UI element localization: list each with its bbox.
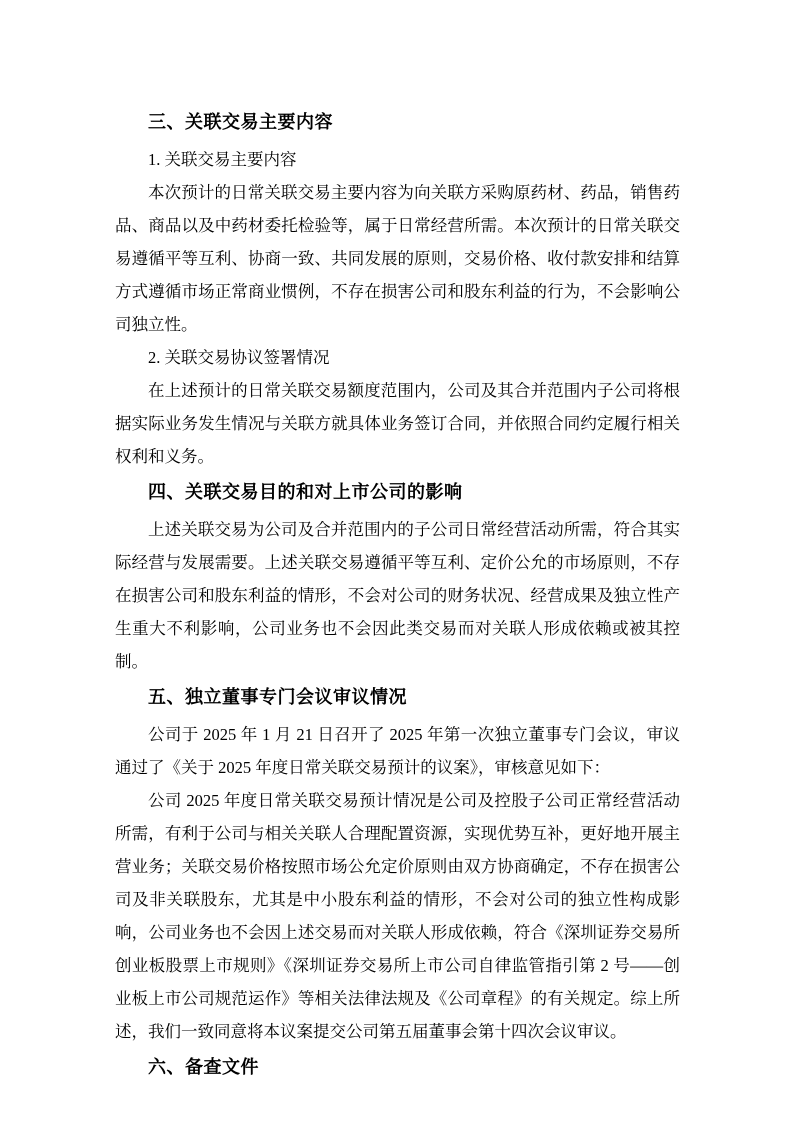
section-heading-4: 四、关联交易目的和对上市公司的影响	[148, 482, 463, 502]
paragraph-agreement-signing: 在上述预计的日常关联交易额度范围内，公司及其合并范围内子公司将根据实际业务发生情况与关联方就具体业务签订合同，并依照合同约定履行相关权利和义务。	[115, 381, 680, 466]
subitem-1-title: 1. 关联交易主要内容	[148, 150, 297, 169]
document-body	[115, 106, 680, 1084]
paragraph-independent-directors-meeting: 公司于 2025 年 1 月 21 日召开了 2025 年第一次独立董事专门会议，审议通过了《关于 2025 年度日常关联交易预计的议案》，审核意见如下：	[115, 725, 680, 777]
paragraph-transaction-content: 本次预计的日常关联交易主要内容为向关联方采购原药材、药品，销售药品、商品以及中药材委托检验等，属于日常经营所需。本次预计的日常关联交易遵循平等互利、协商一致、共同发展的原则，交易价格、收付款安排和结算方式遵循市场正常商业惯例，不存在损害公司和股东利益的行为，不会影响公司独立性。	[115, 183, 680, 334]
paragraph-purpose-impact: 上述关联交易为公司及合并范围内的子公司日常经营活动所需，符合其实际经营与发展需要。上述关联交易遵循平等互利、定价公允的市场原则，不存在损害公司和股东利益的情形，不会对公司的财务状况、经营成果及独立性产生重大不利影响，公司业务也不会因此类交易而对关联人形成依赖或被其控制。	[115, 520, 680, 671]
subitem-2-title: 2. 关联交易协议签署情况	[148, 348, 330, 367]
section-heading-3: 三、关联交易主要内容	[148, 112, 333, 132]
section-heading-6: 六、备查文件	[148, 1057, 259, 1077]
paragraph-review-opinion: 公司 2025 年度日常关联交易预计情况是公司及控股子公司正常经营活动所需，有利于公司与相关关联人合理配置资源，实现优势互补，更好地开展主营业务；关联交易价格按照市场公允定价原则由双方协商确定，不存在损害公司及非关联股东，尤其是中小股东利益的情形，不会对公司的独立性构成影响，公司业务也不会因上述交易而对关联人形成依赖，符合《深圳证券交易所创业板股票上市规则》《深圳证券交易所上市公司自律监管指引第 2 号——创业板上市公司规范运作》等相关法律法规及《公司章程》的有关规定。综上所述，我们一致同意将本议案提交公司第五届董事会第十四次会议审议。	[115, 791, 680, 1041]
section-heading-5: 五、独立董事专门会议审议情况	[148, 687, 407, 707]
